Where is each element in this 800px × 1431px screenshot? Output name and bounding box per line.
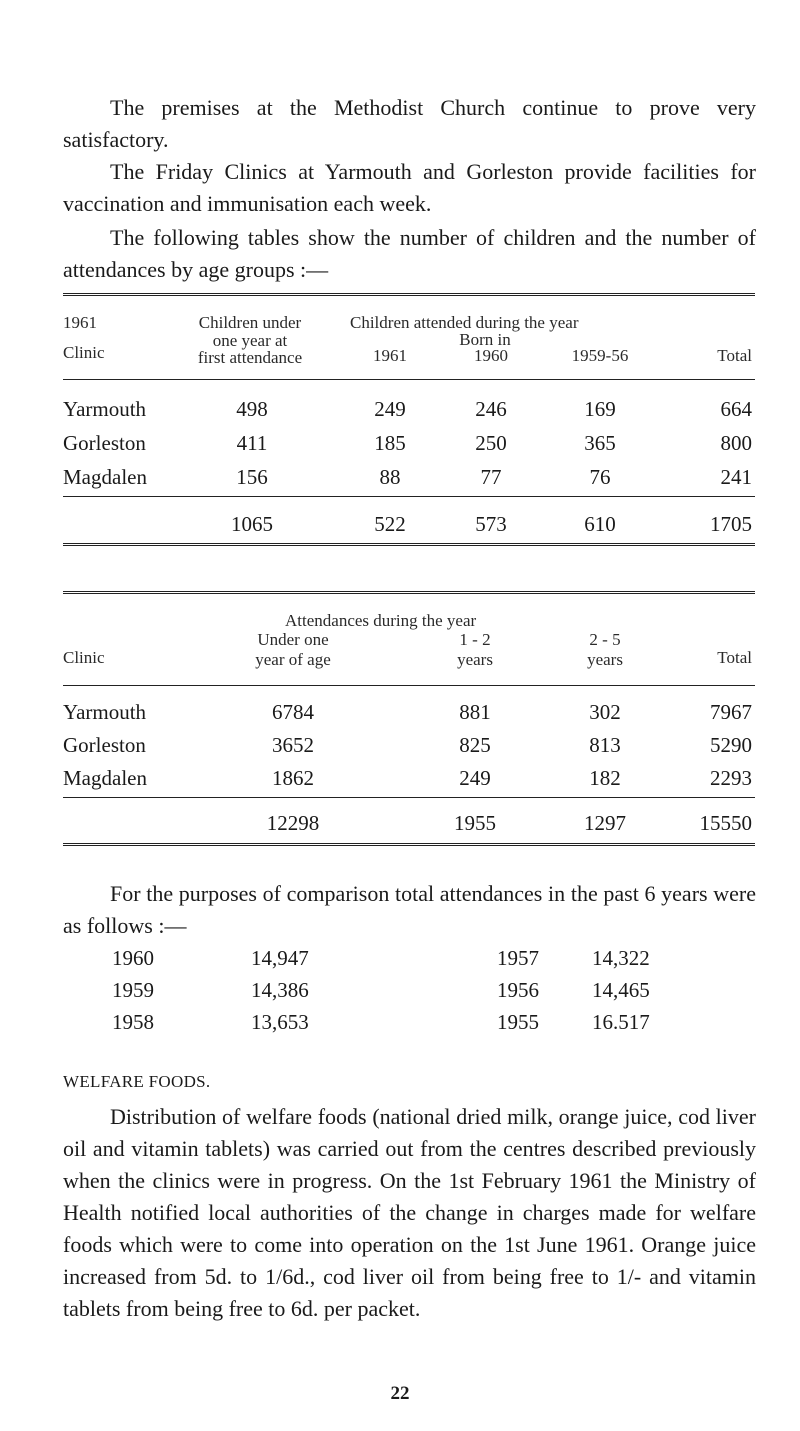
cell-under-one: 3652 [272,733,314,757]
cell-total: 5290 [710,733,752,757]
page-number: 22 [390,1383,410,1404]
column-header-total: Total [717,346,752,365]
comparison-year-left: 1959 [112,978,154,1002]
column-header-clinic: Clinic [63,648,105,667]
comparison-value-right: 14,465 [592,978,650,1002]
cell-1961: 185 [374,431,406,455]
total-1-2: 1955 [454,811,496,835]
column-header-1961: 1961 [373,346,407,365]
cell-1-2: 249 [459,766,491,790]
total-1960: 573 [475,512,507,536]
comparison-year-right: 1956 [497,978,539,1002]
cell-under-one: 498 [236,397,268,421]
column-header-under-one [228,630,358,670]
comparison-year-left: 1960 [112,946,154,970]
cell-under-one: 1862 [272,766,314,790]
comparison-value-left: 14,386 [251,978,309,1002]
cell-1960: 250 [475,431,507,455]
column-header-under-line1: Children under [198,313,302,332]
paragraph-premises-text: The premises at the Methodist Church continue to prove very satisfactory. [63,95,756,152]
row-clinic: Yarmouth [63,700,147,724]
column-header-total: Total [717,648,752,667]
cell-2-5: 182 [589,766,621,790]
cell-1959-56: 365 [584,431,616,455]
column-header-2-5-line2: years [587,650,623,669]
column-header-1960: 1960 [474,346,508,365]
total-1961: 522 [374,512,406,536]
comparison-year-right: 1955 [497,1010,539,1034]
cell-2-5: 302 [589,700,621,724]
column-header-under-line2: one year at [212,331,288,350]
cell-1959-56: 169 [584,397,616,421]
cell-1960: 246 [475,397,507,421]
column-header-attended: Children attended during the year [350,313,579,332]
column-header-under-line2: year of age [255,650,331,669]
cell-1961: 249 [374,397,406,421]
cell-1960: 77 [480,465,502,489]
table-top-rule [63,591,755,597]
comparison-year-right: 1957 [497,946,539,970]
paragraph-premises [63,92,756,156]
paragraph-welfare-foods [63,1101,756,1325]
comparison-value-left: 13,653 [251,1010,309,1034]
total-grand: 15550 [699,811,752,835]
cell-under-one: 411 [236,431,268,455]
totals-top-rule [63,496,755,497]
column-header-2-5 [565,630,645,670]
comparison-value-right: 16.517 [592,1010,650,1034]
section-heading-welfare-foods: WELFARE FOODS. [63,1072,211,1091]
paragraph-comparison-text: For the purposes of comparison total attendances in the past 6 years were as follows :— [63,881,756,938]
cell-under-one: 156 [236,465,268,489]
paragraph-friday-clinics [63,156,756,220]
column-header-under-line1: Under one [257,630,329,649]
total-1959-56: 610 [584,512,616,536]
cell-1-2: 825 [459,733,491,757]
row-clinic: Gorleston [63,431,146,455]
column-header-1959-56: 1959-56 [571,346,629,365]
total-2-5: 1297 [584,811,626,835]
comparison-year-left: 1958 [112,1010,154,1034]
comparison-value-left: 14,947 [251,946,309,970]
column-header-born-in: Born in [459,330,511,349]
column-header-under-line3: first attendance [197,348,303,367]
cell-total: 2293 [710,766,752,790]
row-clinic: Yarmouth [63,397,147,421]
row-clinic: Magdalen [63,465,147,489]
total-under-one: 1065 [231,512,273,536]
column-header-under-one [170,313,330,368]
cell-1-2: 881 [459,700,491,724]
totals-top-rule [63,797,755,798]
cell-under-one: 6784 [272,700,314,724]
column-header-attendances: Attendances during the year [285,611,477,630]
cell-total: 664 [720,397,752,421]
cell-1959-56: 76 [589,465,611,489]
cell-total: 241 [720,465,752,489]
cell-total: 7967 [710,700,752,724]
header-bottom-rule [63,379,755,380]
column-header-1-2-line1: 1 - 2 [459,630,491,649]
table-bottom-rule [63,543,755,549]
cell-total: 800 [720,431,752,455]
paragraph-tables-intro-text: The following tables show the number of children and the number of attendances by age groups :— [63,225,756,282]
table-bottom-rule [63,843,755,849]
row-clinic: Magdalen [63,766,147,790]
column-header-year: 1961 [63,313,97,332]
paragraph-welfare-foods-text: Distribution of welfare foods (national dried milk, orange juice, cod liver oil and vitamin tablets) was carried out from the centres described previously when the clinics were in progress. On the 1st February 1961 the Ministry of Health notified local authorities of the change in charges made for welfare foods which were to come into operation on the 1st June 1961. Orange juice increased from 5d. to 1/6d., cod liver oil from being free to 1/- and vitamin tablets from being free to 6d. per packet. [63,1104,756,1321]
column-header-clinic: Clinic [63,343,105,362]
paragraph-comparison [63,878,756,942]
column-header-1-2 [435,630,515,670]
column-header-1-2-line2: years [457,650,493,669]
column-header-2-5-line1: 2 - 5 [589,630,621,649]
row-clinic: Gorleston [63,733,146,757]
header-bottom-rule [63,685,755,686]
cell-2-5: 813 [589,733,621,757]
paragraph-tables-intro [63,222,756,286]
comparison-value-right: 14,322 [592,946,650,970]
total-grand: 1705 [710,512,752,536]
table-top-rule [63,293,755,299]
paragraph-friday-clinics-text: The Friday Clinics at Yarmouth and Gorleston provide facilities for vaccination and immunisation each week. [63,159,756,216]
total-under-one: 12298 [266,811,320,835]
cell-1961: 88 [379,465,401,489]
